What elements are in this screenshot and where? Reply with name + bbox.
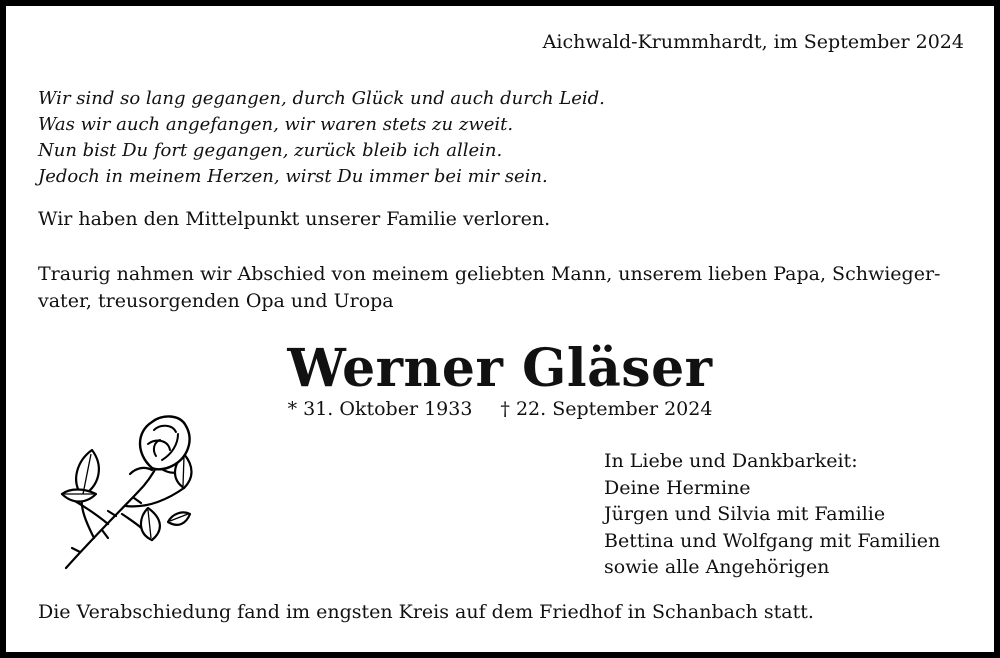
mourners-list: [604, 448, 940, 581]
poem-line: Was wir auch angefangen, wir waren stets zu zweit.: [38, 114, 514, 135]
rose-icon: [56, 410, 206, 580]
farewell-line: Traurig nahmen wir Abschied von meinem geliebten Mann, unserem lieben Papa, Schwieger-: [38, 263, 941, 285]
farewell-line: vater, treusorgenden Opa und Uropa: [38, 290, 394, 312]
poem: [38, 86, 605, 190]
farewell-paragraph: [38, 261, 940, 315]
mourner: sowie alle Angehörigen: [604, 556, 830, 578]
birth-date: * 31. Oktober 1933: [287, 398, 473, 420]
mourner: Jürgen und Silvia mit Familie: [604, 503, 886, 525]
closing-note: Die Verabschiedung fand im engsten Kreis auf dem Friedhof in Schanbach statt.: [38, 601, 814, 623]
place-date: Aichwald-Krummhardt, im September 2024: [542, 31, 964, 53]
intro-paragraph: Wir haben den Mittelpunkt unserer Familie verloren.: [38, 208, 551, 230]
poem-line: Jedoch in meinem Herzen, wirst Du immer bei mir sein.: [38, 166, 548, 187]
death-date: † 22. September 2024: [500, 398, 713, 420]
mourner: Deine Hermine: [604, 476, 751, 499]
poem-line: Wir sind so lang gegangen, durch Glück und auch durch Leid.: [38, 88, 605, 109]
poem-line: Nun bist Du fort gegangen, zurück bleib ich allein.: [38, 140, 503, 161]
mourner: Bettina und Wolfgang mit Familien: [604, 529, 941, 552]
deceased-name: Werner Gläser: [287, 338, 713, 399]
mourners-heading: In Liebe und Dankbarkeit:: [604, 450, 858, 472]
